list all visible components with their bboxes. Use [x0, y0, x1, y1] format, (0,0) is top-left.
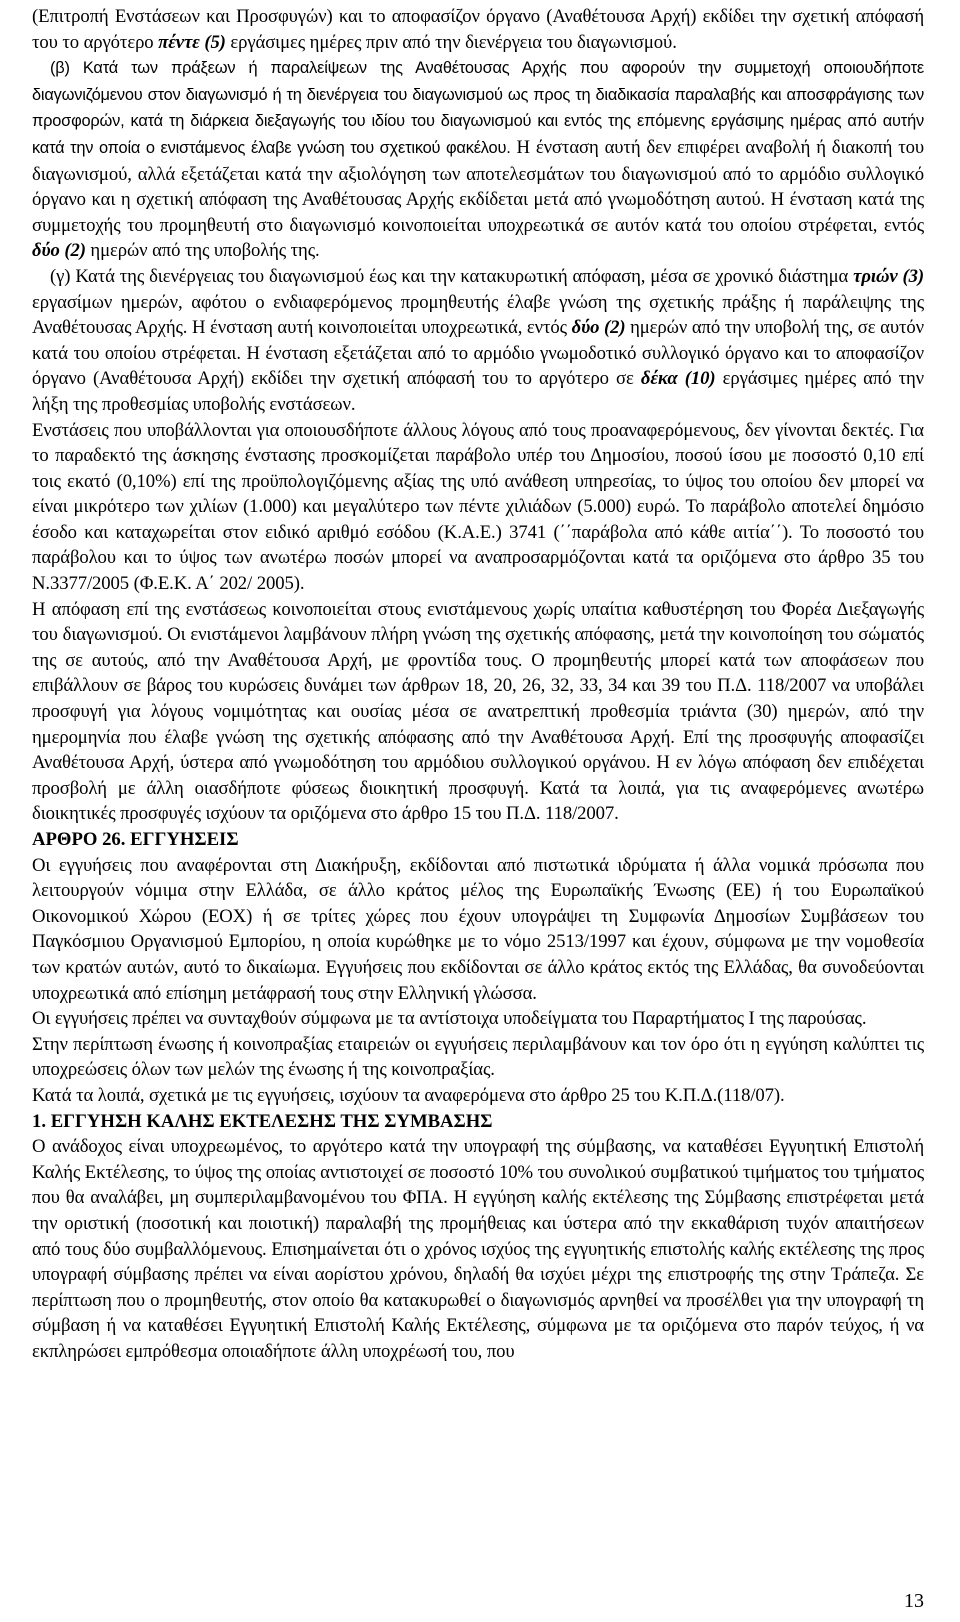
section-heading-article-26: ΑΡΘΡΟ 26. ΕΓΓΥΗΣΕΙΣ [32, 829, 239, 850]
paragraph-performance-guarantee: Ο ανάδοχος είναι υποχρεωμένος, το αργότερο κατά την υπογραφή της σύμβασης, να καταθέσει Εγγυητική Επιστολή Καλής Εκτέλεσης, το ύψος της οποίας αντιστοιχεί σε ποσοστό 10% του συνολικού συμβατικού τιμήματος του τμήματος που θα αναλάβει, μη συμπεριλαμβανομένου του ΦΠΑ. Η εγγύηση καλής εκτέλεσης της Σύμβασης επιστρέφεται μετά την οριστική (ποσοτική και ποιοτική) παραλαβή της προμήθειας και ύστερα από την εκκαθάριση τυχόν απαιτήσεων από τους δύο συμβαλλόμενους. Επισημαίνεται ότι ο χρόνος ισχύος της εγγυητικής επιστολής καλής εκτέλεσης της προς υπογραφή σύμβασης πρέπει να είναι αορίστου χρόνου, δηλαδή θα ισχύει μέχρι της επιστροφής της στην Τράπεζα. Σε περίπτωση που ο προμηθευτής, στον οποίο θα κατακυρωθεί ο διαγωνισμός αρνηθεί να προσέλθει για την υπογραφή τη σύμβαση ή να καταθέσει Εγγυητική Επιστολή Καλής Εκτέλεσης, σύμφωνα με τα οριζόμενα στο παρόν τεύχος, ή να εκπληρώσει εμπρόθεσμα οποιαδήποτε άλλη υποχρέωσή του, που [32, 1136, 924, 1362]
section-heading-performance-guarantee: 1. ΕΓΓΥΗΣΗ ΚΑΛΗΣ ΕΚΤΕΛΕΣΗΣ ΤΗΣ ΣΥΜΒΑΣΗΣ [32, 1110, 493, 1132]
paragraph-fee: Ενστάσεις που υποβάλλονται για οποιουσδήποτε άλλους λόγους από τους προαναφερόμενους, δεν γίνονται δεκτές. Για το παραδεκτό της άσκησης ένστασης προσκομίζεται παράβολο υπέρ του Δημοσίου, ποσού ίσου με ποσοστό 0,10 επί τοις εκατό (0,10%) επί της προϋπολογιζόμενης αξίας της υπό ανάθεση υπηρεσίας, το ύψος του οποίου δεν μπορεί να είναι μικρότερο των χιλίων (1.000) και μεγαλύτερο των πέντε χιλιάδων (5.000) ευρώ. Το παράβολο αποτελεί δημόσιο έσοδο και καταχωρείται στον ειδικό αριθμό εσόδου (Κ.Α.Ε.) 3741 (΄΄παράβολα από κάθε αιτία΄΄). Το ποσοστό του παράβολου και το ύψος των ανωτέρω ποσών μπορεί να αναπροσαρμόζονται κατά τα οριζόμενα στο άρθρο 35 του Ν.3377/2005 (Φ.Ε.Κ. Α΄ 202/ 2005). [32, 419, 924, 595]
emphasis-days: δέκα (10) [640, 368, 716, 390]
page-number: 13 [904, 1590, 924, 1612]
paragraph-guarantee-templates: Οι εγγυήσεις πρέπει να συνταχθούν σύμφωνα με τα αντίστοιχα υποδείγματα του Παραρτήματος Ι της παρούσας. [32, 1008, 867, 1030]
paragraph-procedure-end [32, 4, 924, 55]
paragraph-text: εργάσιμες ημέρες πριν από την διενέργεια του διαγωνισμού. [225, 31, 677, 53]
paragraph-objection-c [32, 264, 924, 418]
paragraph-text: (β) Κατά των πράξεων ή παραλείψεων της Αναθέτουσας Αρχής που αφορούν την συμμετοχή οποιουδήποτε διαγωνιζόμενου στον διαγωνισμό ή τη διενέργεια του διαγωνισμού ως προς τη διαδικασία παραλαβής και αποσφράγισης των προσφορών, κατά τη διάρκεια διεξαγωγής του ιδίου του διαγωνισμού και εντός της επόμενης εργάσιμης ημέρας από αυτήν κατά την οποία ο ενιστάμενος έλαβε γνώση του σχετικού φακέλου. [32, 59, 924, 157]
emphasis-days: πέντε (5) [158, 31, 226, 53]
emphasis-days: τριών (3) [853, 265, 925, 287]
paragraph-text: (Επιτροπή Ενστάσεων και Προσφυγών) και το αποφασίζον όργανο (Αναθέτουσα Αρχή) εκδίδει την σχετική απόφασή του το αργότερο [32, 6, 924, 53]
paragraph-decision: Η απόφαση επί της ενστάσεως κοινοποιείται στους ενιστάμενους χωρίς υπαίτια καθυστέρηση του Φορέα Διεξαγωγής του διαγωνισμού. Οι ενιστάμενοι λαμβάνουν πλήρη γνώση της σχετικής απόφασης, μετά την κοινοποίηση του σώματός της σε αυτούς, από την Αναθέτουσα Αρχή, με φροντίδα τους. Ο προμηθευτής μπορεί κατά των αποφάσεων που επιβάλλουν σε βάρος του κυρώσεις δυνάμει των άρθρων 18, 20, 26, 32, 33, 34 και 39 του Π.Δ. 118/2007 να υποβάλει προσφυγή για λόγους νομιμότητας και ουσίας μέσα σε ανατρεπτική προθεσμία τριάντα (30) ημερών, από την ημερομηνία που έλαβε γνώση της σχετικής απόφασης από την Αναθέτουσα Αρχή. Επί της προσφυγής αποφασίζει Αναθέτουσα Αρχή, ύστερα από γνωμοδότηση του αρμόδιου συλλογικού οργάνου. Η εν λόγω απόφαση δεν επιδέχεται προσβολή με άλλη οιασδήποτε φύσεως διοικητική προσφυγή. Κατά τα λοιπά, για τις αναφερόμενες ανωτέρω διοικητικές προσφυγές ισχύουν τα οριζόμενα στο άρθρο 15 του Π.Δ. 118/2007. [32, 598, 924, 825]
paragraph-text: Η ένσταση αυτή δεν επιφέρει αναβολή ή διακοπή του διαγωνισμού, αλλά εξετάζεται κατά την αξιολόγηση των αποτελεσμάτων του διαγωνισμού από το αρμόδιο συλλογικό όργανο και η σχετική απόφαση της Αναθέτουσας Αρχής εκδίδεται μετά από γνωμοδότηση αυτού. Η ένσταση κατά της συμμετοχής του προμηθευτή στο διαγωνισμό κοινοποιείται υποχρεωτικά σε αυτόν κατά του οποίου στρέφεται, εντός [32, 136, 925, 236]
paragraph-other-guarantees: Κατά τα λοιπά, σχετικά με τις εγγυήσεις, ισχύουν τα αναφερόμενα στο άρθρο 25 του Κ.Π.Δ.(118/07). [32, 1084, 785, 1106]
paragraph-guarantees: Οι εγγυήσεις που αναφέρονται στη Διακήρυξη, εκδίδονται από πιστωτικά ιδρύματα ή άλλα νομικά πρόσωπα που λειτουργούν νόμιμα στην Ελλάδα, σε άλλο κράτος μέλος της Ευρωπαϊκής Ένωσης (ΕΕ) ή του Ευρωπαϊκού Οικονομικού Χώρου (ΕΟΧ) ή σε τρίτες χώρες που έχουν υπογράψει τη Συμφωνία Δημοσίων Συμβάσεων του Παγκόσμιου Οργανισμού Εμπορίου, η οποία κυρώθηκε με το νόμο 2513/1997 και έχουν, σύμφωνα με την νομοθεσία των κρατών αυτών, αυτό το δικαίωμα. Εγγυήσεις που εκδίδονται σε άλλο κράτος εκτός της Ελλάδας, θα συνοδεύονται υποχρεωτικά από επίσημη μετάφρασή τους στην Ελληνική γλώσσα. [32, 854, 924, 1004]
paragraph-text: εργάσιμες ημέρες από την λήξη της προθεσμίας υποβολής ενστάσεων. [32, 368, 925, 415]
emphasis-days: δύο (2) [571, 317, 626, 339]
paragraph-objection-b [32, 55, 924, 264]
paragraph-consortium: Στην περίπτωση ένωσης ή κοινοπραξίας εταιρειών οι εγγυήσεις περιλαμβάνουν και τον όρο ότι η εγγύηση καλύπτει τις υποχρεώσεις όλων των μελών της ένωσης ή της κοινοπραξίας. [32, 1033, 924, 1081]
paragraph-text: ημερών από της υποβολής της. [85, 240, 320, 262]
paragraph-text: ημερών από την υποβολή της, σε αυτόν κατά του οποίου στρέφεται. Η ένσταση εξετάζεται από το αρμόδιο γνωμοδοτικό συλλογικό όργανο και το αποφασίζον όργανο (Αναθέτουσα Αρχή) εκδίδει την σχετική απόφασή του το αργότερο σε [32, 317, 924, 390]
paragraph-text: εργασίμων ημερών, αφότου ο ενδιαφερόμενος προμηθευτής έλαβε γνώση της σχετικής πράξης ή παράλειψης της Αναθέτουσας Αρχής. Η ένσταση αυτή κοινοποιείται υποχρεωτικά, εντός [32, 291, 924, 339]
paragraph-text: (γ) Κατά της διενέργειας του διαγωνισμού έως και την κατακυρωτική απόφαση, μέσα σε χρονικό διάστημα [50, 265, 854, 287]
emphasis-days: δύο (2) [32, 240, 86, 262]
